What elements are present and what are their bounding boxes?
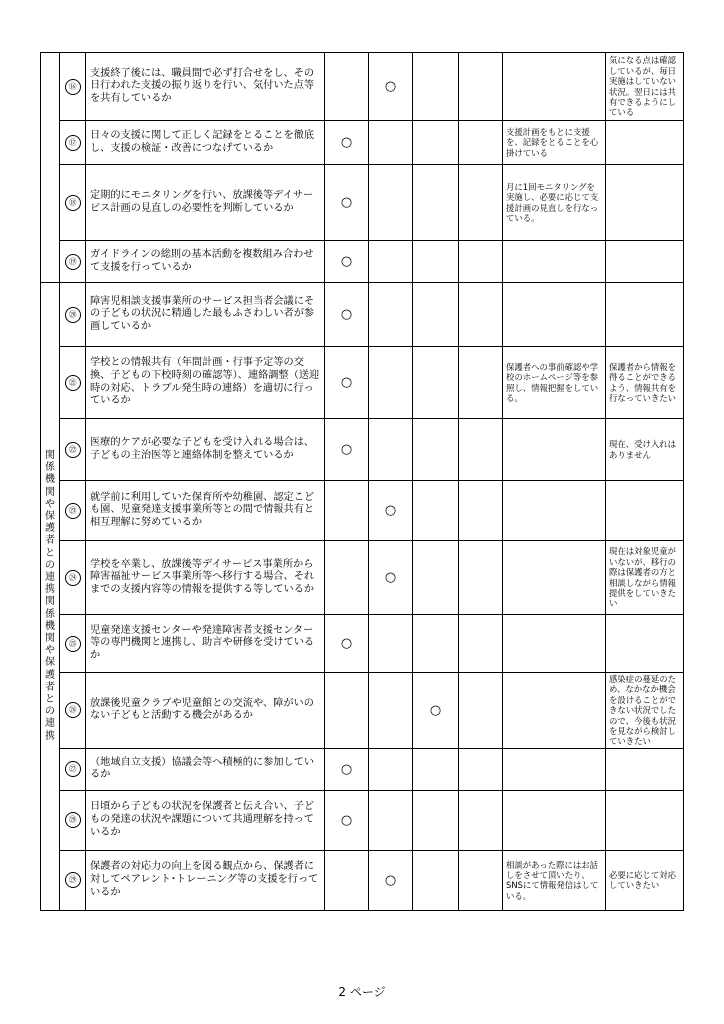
answer-cell-3 xyxy=(413,53,459,121)
circle-mark: ○ xyxy=(340,812,353,828)
circle-mark: ○ xyxy=(384,79,397,94)
answer-cell-4 xyxy=(459,481,503,541)
answer-cell-3 xyxy=(413,615,459,673)
answer-cell-3 xyxy=(413,347,459,419)
item-number-cell xyxy=(60,419,86,481)
table-row xyxy=(41,790,684,850)
item-text: 学校との情報共有（年間計画・行事予定等の交換、子どもの下校時刻の確認等）、連絡調整（送迎時の対応、トラブル発生時の連絡）を適切に行っているか xyxy=(86,347,325,419)
answer-cell-1 xyxy=(325,241,369,283)
answer-cell-1 xyxy=(325,850,369,910)
item-number: ㉕ xyxy=(65,636,81,652)
evaluation-table xyxy=(40,52,684,911)
table-row xyxy=(41,615,684,673)
table-row xyxy=(41,673,684,749)
improvement-cell: 必要に応じて対応していきたい xyxy=(606,850,684,910)
item-number: ⑰ xyxy=(65,135,81,151)
remarks-cell xyxy=(503,53,606,121)
improvement-cell: 保護者から情報を得ることができるよう、情報共有を行なっていきたい xyxy=(606,347,684,419)
answer-cell-1 xyxy=(325,283,369,347)
remarks-cell xyxy=(503,673,606,749)
circle-mark: ○ xyxy=(384,872,397,888)
answer-cell-4 xyxy=(459,347,503,419)
item-number: ⑲ xyxy=(65,254,81,270)
item-number: ㉙ xyxy=(65,872,81,888)
answer-cell-4 xyxy=(459,615,503,673)
item-number-cell xyxy=(60,790,86,850)
answer-cell-1 xyxy=(325,165,369,241)
answer-cell-4 xyxy=(459,419,503,481)
table-row xyxy=(41,165,684,241)
item-text: （地域自立支援）協議会等へ積極的に参加しているか xyxy=(86,748,325,790)
answer-cell-3 xyxy=(413,748,459,790)
answer-cell-3 xyxy=(413,121,459,165)
answer-cell-1 xyxy=(325,419,369,481)
improvement-cell xyxy=(606,121,684,165)
remarks-cell xyxy=(503,790,606,850)
answer-cell-2 xyxy=(369,673,413,749)
item-number: ㉘ xyxy=(65,812,81,828)
item-number-cell xyxy=(60,283,86,347)
remarks-cell xyxy=(503,241,606,283)
answer-cell-4 xyxy=(459,850,503,910)
item-number: ㉑ xyxy=(65,375,81,391)
improvement-cell xyxy=(606,283,684,347)
remarks-cell xyxy=(503,419,606,481)
improvement-cell: 感染症の蔓延のため、なかなか機会を設けることができない状況でしたので、今後も状況を見ながら検討していきたい xyxy=(606,673,684,749)
answer-cell-3 xyxy=(413,850,459,910)
item-number: ㉗ xyxy=(65,761,81,777)
item-text: 障害児相談支援事業所のサービス担当者会議にその子どもの状況に精通した最もふさわしい者が参画しているか xyxy=(86,283,325,347)
answer-cell-1 xyxy=(325,53,369,121)
answer-cell-3 xyxy=(413,165,459,241)
remarks-cell: 支援計画をもとに支援を、記録をとることを心掛けている xyxy=(503,121,606,165)
item-number-cell xyxy=(60,53,86,121)
item-number: ⑯ xyxy=(65,79,81,95)
improvement-cell xyxy=(606,615,684,673)
answer-cell-1 xyxy=(325,748,369,790)
answer-cell-1 xyxy=(325,615,369,673)
answer-cell-3 xyxy=(413,283,459,347)
table-row xyxy=(41,419,684,481)
answer-cell-4 xyxy=(459,241,503,283)
answer-cell-1 xyxy=(325,347,369,419)
item-text: 日頃から子どもの状況を保護者と伝え合い、子どもの発達の状況や課題について共通理解を持っているか xyxy=(86,790,325,850)
answer-cell-2 xyxy=(369,850,413,910)
category-cell xyxy=(41,53,60,283)
answer-cell-2 xyxy=(369,53,413,121)
answer-cell-2 xyxy=(369,121,413,165)
category-cell xyxy=(41,283,60,911)
answer-cell-3 xyxy=(413,481,459,541)
table-row xyxy=(41,53,684,121)
improvement-cell: 現在は対象児童がいないが、移行の際は保護者の方と相談しながら情報提供をしていきたい xyxy=(606,541,684,615)
answer-cell-4 xyxy=(459,121,503,165)
item-number-cell xyxy=(60,241,86,283)
improvement-cell xyxy=(606,481,684,541)
answer-cell-4 xyxy=(459,541,503,615)
remarks-cell xyxy=(503,283,606,347)
answer-cell-2 xyxy=(369,165,413,241)
answer-cell-4 xyxy=(459,165,503,241)
answer-cell-4 xyxy=(459,790,503,850)
table-row xyxy=(41,121,684,165)
remarks-cell: 月に1回モニタリングを実施し、必要に応じて支援計画の見直しを行なっている。 xyxy=(503,165,606,241)
improvement-cell xyxy=(606,748,684,790)
item-text: 医療的ケアが必要な子どもを受け入れる場合は、子どもの主治医等と連絡体制を整えているか xyxy=(86,419,325,481)
table-row xyxy=(41,241,684,283)
item-text: 日々の支援に関して正しく記録をとることを徹底し、支援の検証・改善につなげているか xyxy=(86,121,325,165)
answer-cell-1 xyxy=(325,790,369,850)
item-number: ⑳ xyxy=(65,307,81,323)
circle-mark: ○ xyxy=(340,307,353,322)
answer-cell-3 xyxy=(413,541,459,615)
answer-cell-3 xyxy=(413,419,459,481)
circle-mark: ○ xyxy=(384,503,397,518)
circle-mark: ○ xyxy=(340,135,353,150)
item-text: ガイドラインの総則の基本活動を複数組み合わせて支援を行っているか xyxy=(86,241,325,283)
remarks-cell xyxy=(503,615,606,673)
answer-cell-3 xyxy=(413,790,459,850)
table-row xyxy=(41,748,684,790)
table-row xyxy=(41,541,684,615)
answer-cell-1 xyxy=(325,121,369,165)
answer-cell-2 xyxy=(369,615,413,673)
item-number-cell xyxy=(60,481,86,541)
answer-cell-1 xyxy=(325,673,369,749)
answer-cell-2 xyxy=(369,748,413,790)
answer-cell-2 xyxy=(369,283,413,347)
table-row xyxy=(41,347,684,419)
remarks-cell xyxy=(503,541,606,615)
answer-cell-3 xyxy=(413,673,459,749)
item-number: ㉒ xyxy=(65,442,81,458)
page-number: 2 ページ xyxy=(338,985,386,999)
item-text: 学校を卒業し、放課後等デイサービス事業所から障害福祉サービス事業所等へ移行する場合、それまでの支援内容等の情報を提供する等しているか xyxy=(86,541,325,615)
answer-cell-2 xyxy=(369,347,413,419)
remarks-cell xyxy=(503,748,606,790)
item-number-cell xyxy=(60,541,86,615)
item-number-cell xyxy=(60,615,86,673)
item-text: 児童発達支援センターや発達障害者支援センター等の専門機関と連携し、助言や研修を受けているか xyxy=(86,615,325,673)
item-number: ㉓ xyxy=(65,503,81,519)
improvement-cell: 現在、受け入れはありません xyxy=(606,419,684,481)
answer-cell-4 xyxy=(459,673,503,749)
circle-mark: ○ xyxy=(340,195,353,210)
circle-mark: ○ xyxy=(340,254,353,269)
remarks-cell xyxy=(503,481,606,541)
answer-cell-2 xyxy=(369,481,413,541)
circle-mark: ○ xyxy=(384,570,397,585)
item-number-cell xyxy=(60,121,86,165)
item-text: 就学前に利用していた保育所や幼稚園、認定こども園、児童発達支援事業所等との間で情報共有と相互理解に努めているか xyxy=(86,481,325,541)
improvement-cell xyxy=(606,241,684,283)
item-text: 支援終了後には、職員間で必ず打合せをし、その日行われた支援の振り返りを行い、気付いた点等を共有しているか xyxy=(86,53,325,121)
circle-mark: ○ xyxy=(340,375,353,390)
item-number: ㉔ xyxy=(65,570,81,586)
item-number-cell xyxy=(60,850,86,910)
circle-mark: ○ xyxy=(340,636,353,651)
answer-cell-2 xyxy=(369,419,413,481)
answer-cell-4 xyxy=(459,283,503,347)
table-row xyxy=(41,850,684,910)
improvement-cell xyxy=(606,165,684,241)
improvement-cell: 気になる点は確認しているが、毎日実施はしていない状況。翌日には共有できるようにしている xyxy=(606,53,684,121)
item-number-cell xyxy=(60,748,86,790)
circle-mark: ○ xyxy=(340,761,353,777)
table-row xyxy=(41,283,684,347)
answer-cell-3 xyxy=(413,241,459,283)
improvement-cell xyxy=(606,790,684,850)
circle-mark: ○ xyxy=(429,702,442,718)
item-number-cell xyxy=(60,347,86,419)
remarks-cell: 相談があった際にはお話しをさせて頂いたり、SNSにて情報発信はしている。 xyxy=(503,850,606,910)
item-number: ㉖ xyxy=(65,702,81,718)
answer-cell-1 xyxy=(325,481,369,541)
item-text: 定期的にモニタリングを行い、放課後等デイサービス計画の見直しの必要性を判断しているか xyxy=(86,165,325,241)
item-number-cell xyxy=(60,165,86,241)
item-number: ⑱ xyxy=(65,195,81,211)
item-text: 放課後児童クラブや児童館との交流や、障がいのない子どもと活動する機会があるか xyxy=(86,673,325,749)
category-label: 関係機関や保護者との連携関係機関や保護者との連携 xyxy=(45,449,55,742)
item-text: 保護者の対応力の向上を図る観点から、保護者に対してペアレント･トレーニング等の支援を行っているか xyxy=(86,850,325,910)
answer-cell-2 xyxy=(369,241,413,283)
answer-cell-4 xyxy=(459,748,503,790)
answer-cell-2 xyxy=(369,541,413,615)
answer-cell-1 xyxy=(325,541,369,615)
remarks-cell: 保護者への事前確認や学校のホームページ等を参照し、情報把握をしている。 xyxy=(503,347,606,419)
answer-cell-4 xyxy=(459,53,503,121)
answer-cell-2 xyxy=(369,790,413,850)
circle-mark: ○ xyxy=(340,442,353,457)
table-row xyxy=(41,481,684,541)
item-number-cell xyxy=(60,673,86,749)
